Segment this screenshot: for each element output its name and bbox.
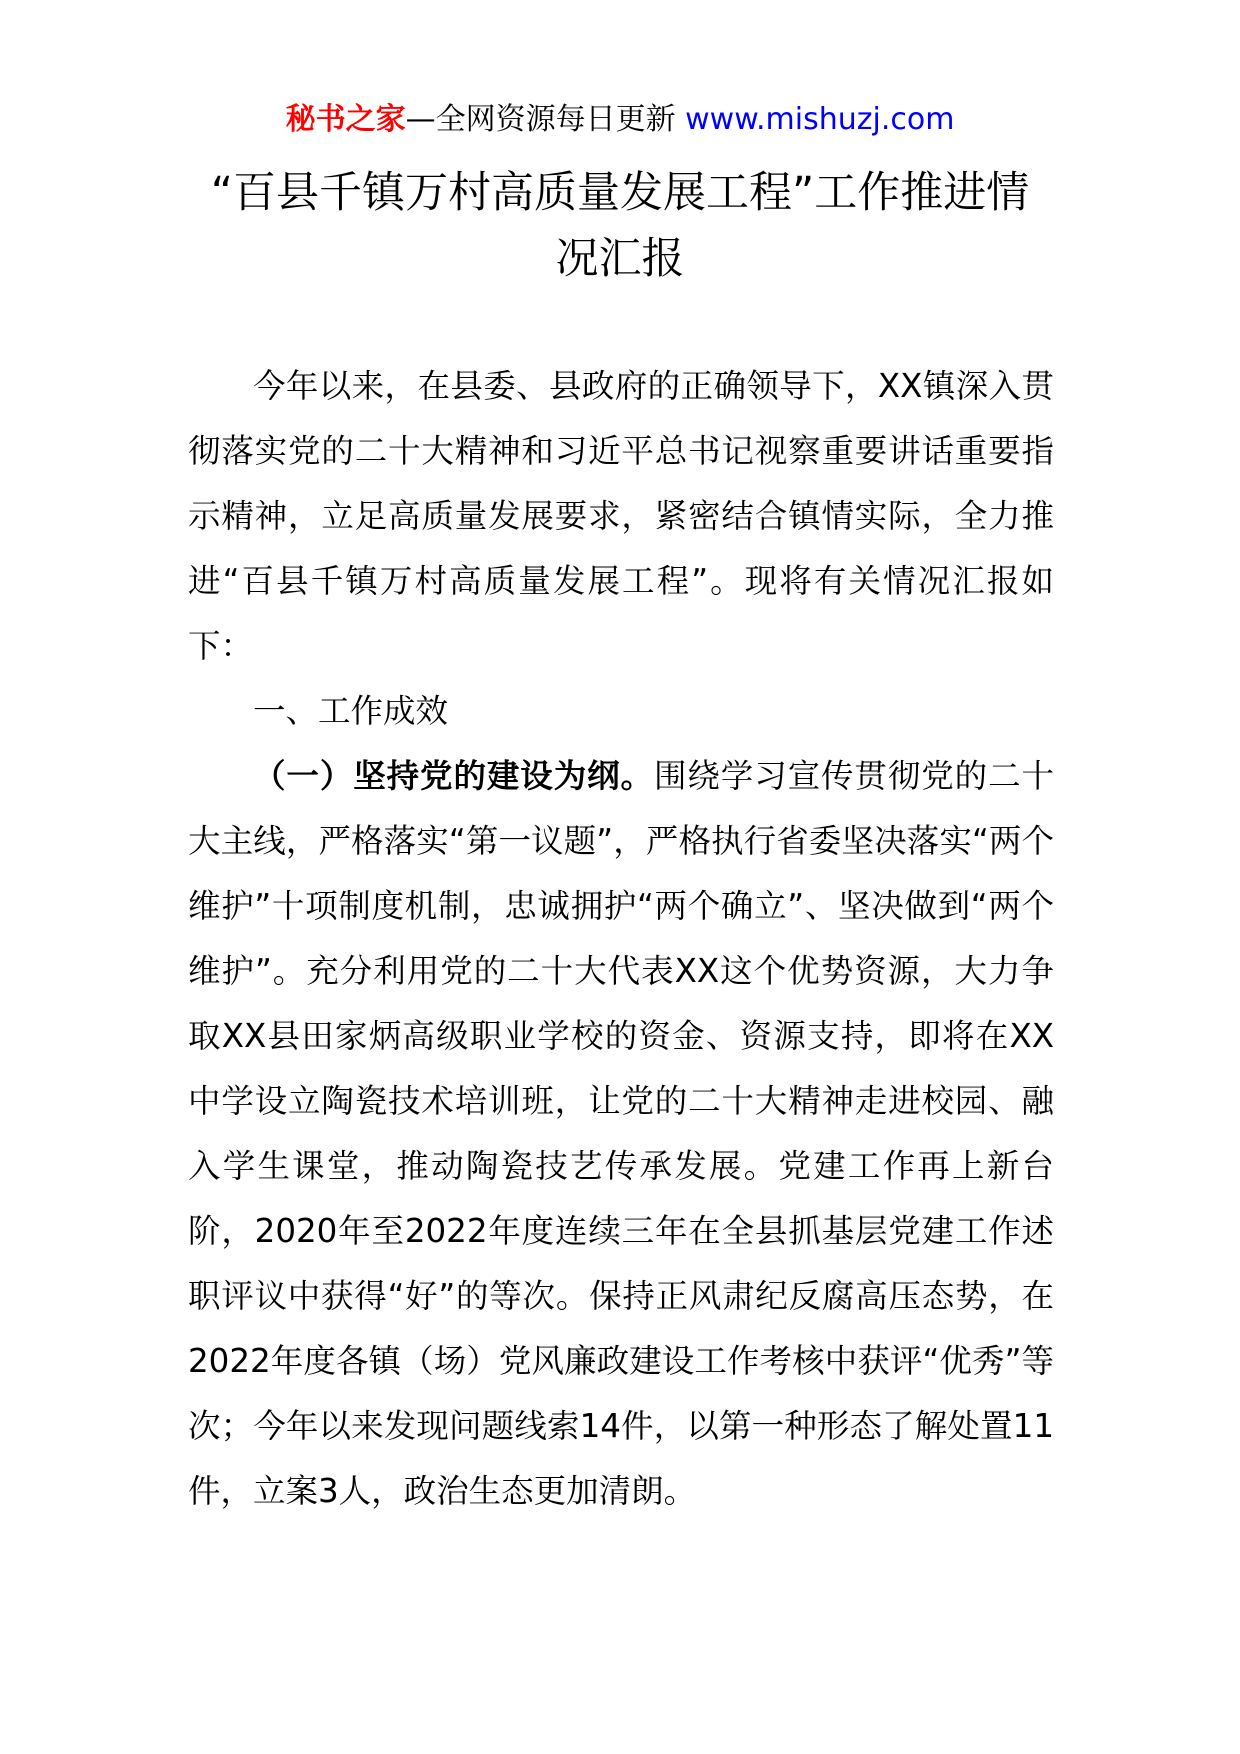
- document-title: “百县千镇万村高质量发展工程”工作推进情况汇报: [210, 168, 1030, 284]
- intro-paragraph: 今年以来，在县委、县政府的正确领导下，XX镇深入贯彻落实党的二十大精神和习近平总书记视察重要讲话重要指示精神，立足高质量发展要求，紧密结合镇情实际，全力推进“百县千镇万村高质量发展工程”。现将有关情况汇报如下：: [188, 367, 1054, 665]
- site-url-link[interactable]: www.mishuzj.com: [685, 102, 955, 137]
- item-paragraph: [188, 744, 1054, 1524]
- site-brand: 秘书之家: [285, 102, 406, 137]
- site-banner: [0, 98, 1240, 142]
- item-body: 围绕学习宣传贯彻党的二十大主线，严格落实“第一议题”，严格执行省委坚决落实“两个维护”十项制度机制，忠诚拥护“两个确立”、坚决做到“两个维护”。充分利用党的二十大代表XX这个优势资源，大力争取XX县田家炳高级职业学校的资金、资源支持，即将在XX中学设立陶瓷技术培训班，让党的二十大精神走进校园、融入学生课堂，推动陶瓷技艺传承发展。党建工作再上新台阶，2020年至2022年度连续三年在全县抓基层党建工作述职评议中获得“好”的等次。保持正风肃纪反腐高压态势，在2022年度各镇（场）党风廉政建设工作考核中获评“优秀”等次；今年以来发现问题线索14件，以第一种形态了解处置11件，立案3人，政治生态更加清朗。: [188, 757, 1054, 1510]
- item-lead: （一）坚持党的建设为纲。: [253, 757, 654, 795]
- site-slogan: —全网资源每日更新: [405, 102, 686, 137]
- section-heading: 一、工作成效: [253, 692, 449, 730]
- document-body: [188, 354, 1054, 1524]
